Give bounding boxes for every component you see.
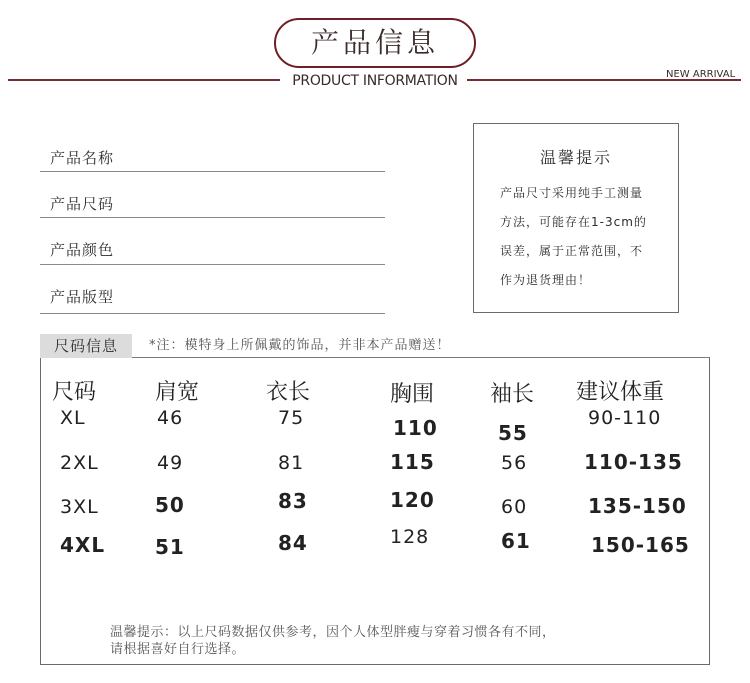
field-label-fit: 产品版型: [50, 288, 115, 306]
table-cell: 75: [278, 407, 305, 429]
table-cell: 4XL: [60, 533, 106, 557]
table-cell: 2XL: [60, 452, 99, 474]
table-cell: 55: [498, 421, 528, 445]
table-cell: 110: [393, 416, 438, 440]
size-table-top-border: [132, 357, 710, 358]
column-header-size: 尺码: [52, 380, 97, 405]
table-cell: 49: [157, 452, 184, 474]
field-label-size: 产品尺码: [50, 195, 115, 213]
column-header-weight: 建议体重: [576, 380, 665, 405]
table-cell: 81: [278, 452, 305, 474]
column-header-shoulder: 肩宽: [155, 380, 200, 405]
size-tab-label: 尺码信息: [53, 337, 118, 355]
new-arrival-label: NEW ARRIVAL: [666, 69, 736, 80]
table-cell: 60: [501, 496, 528, 518]
table-cell: 83: [278, 489, 308, 513]
table-cell: 150-165: [591, 533, 690, 557]
table-cell: 51: [155, 535, 185, 559]
field-divider: [40, 217, 385, 218]
field-label-color: 产品颜色: [50, 241, 115, 259]
field-divider: [40, 171, 385, 172]
page-subtitle: PRODUCT INFORMATION: [292, 73, 458, 89]
table-cell: 120: [390, 488, 435, 512]
table-cell: 84: [278, 531, 308, 555]
table-cell: 90-110: [588, 407, 662, 429]
table-cell: 115: [390, 450, 435, 474]
field-divider: [40, 264, 385, 265]
size-footer-note: 温馨提示：以上尺码数据仅供参考，因个人体型胖瘦与穿着习惯各有不同，: [110, 625, 556, 640]
header-divider-left: [8, 79, 280, 81]
table-cell: XL: [60, 407, 86, 429]
field-label-name: 产品名称: [50, 149, 115, 167]
column-header-length: 衣长: [266, 380, 311, 405]
tips-line: 误差，属于正常范围，不: [500, 244, 644, 258]
table-cell: 3XL: [60, 496, 99, 518]
table-cell: 128: [390, 526, 430, 548]
page-title: 产品信息: [310, 26, 439, 59]
tips-line: 作为退货理由！: [500, 273, 592, 287]
table-cell: 50: [155, 493, 185, 517]
tips-title: 温馨提示: [539, 148, 612, 167]
tips-line: 方法，可能存在1-3cm的: [500, 215, 647, 229]
field-divider: [40, 313, 385, 314]
table-cell: 46: [157, 407, 184, 429]
table-cell: 61: [501, 529, 531, 553]
table-cell: 56: [501, 452, 528, 474]
column-header-chest: 胸围: [390, 382, 435, 407]
size-note: *注：模特身上所佩戴的饰品，并非本产品赠送！: [149, 338, 451, 353]
column-header-sleeve: 袖长: [490, 382, 535, 407]
table-cell: 110-135: [584, 450, 683, 474]
tips-line: 产品尺寸采用纯手工测量: [500, 186, 644, 200]
size-footer-note: 请根据喜好自行选择。: [110, 642, 246, 657]
table-cell: 135-150: [588, 494, 687, 518]
